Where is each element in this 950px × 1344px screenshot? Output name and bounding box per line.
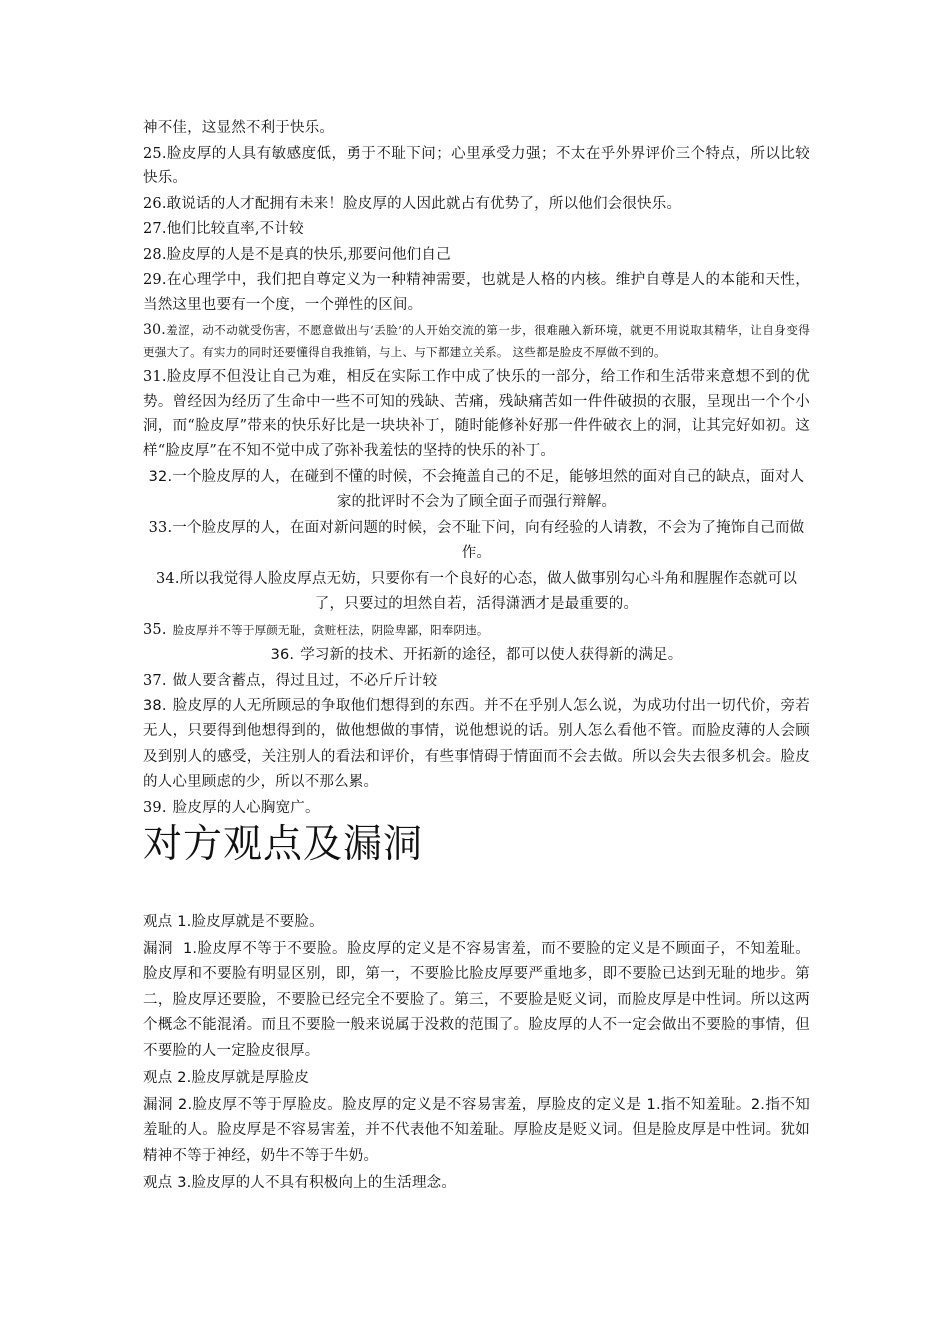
paragraph-28: 28.脸皮厚的人是不是真的快乐,那要问他们自己 xyxy=(143,246,451,263)
paragraph-34: 34.所以我觉得人脸皮厚点无妨，只要你有一个良好的心态，做人做事别勾心斗角和腥腥作态就可以了，只要过的坦然自若，活得潇洒才是最重要的。 xyxy=(155,571,798,612)
section-heading: 对方观点及漏洞 xyxy=(143,822,424,867)
loophole-2 xyxy=(143,1093,810,1170)
paragraph-number: 39. xyxy=(143,799,167,816)
viewpoint-lead: 观点 xyxy=(143,914,178,930)
paragraph-text: 做人要含蓄点，得过且过，不必斤斤计较 xyxy=(172,673,438,689)
viewpoint-lead: 观点 xyxy=(143,1175,178,1191)
paragraph-text: 学习新的技术、开拓新的途径，都可以使人获得新的满足。 xyxy=(300,646,683,663)
loophole-text: 指不知羞耻。 xyxy=(660,1096,751,1113)
viewpoint-text: 脸皮厚就是不要脸。 xyxy=(191,914,324,930)
paragraph-38 xyxy=(143,694,810,796)
loophole-text: 脸皮厚不等于不要脸。脸皮厚的定义是不容易害羞，而不要脸的定义是不顾面子，不知羞耻。脸皮厚和不要脸有明显区别，即，第一，不要脸比脸皮厚要严重地多，即不要脸已达到无耻的地步。第二，脸皮厚还要脸，不要脸已经完全不要脸了。第三，不要脸是贬义词，而脸皮厚是中性词。所以这两个概念不能混淆。而且不要脸一般来说属于没救的范围了。脸皮厚的人不一定会做出不要脸的事情，但不要脸的人一定脸皮很厚。 xyxy=(143,940,810,1059)
loophole-number: 1. xyxy=(183,940,198,957)
loophole-number: 2. xyxy=(750,1096,766,1113)
loophole-text: 指不知羞耻的人。脸皮厚是不容易害羞，并不代表他不知羞耻。厚脸皮是贬义词。但是脸皮厚是中性词。犹如精神不等于神经，奶牛不等于牛奶。 xyxy=(143,1096,811,1164)
paragraph-25: 25.脸皮厚的人具有敏感度低，勇于不耻下问；心里承受力强；不太在乎外界评价三个特点，所以比较快乐。 xyxy=(143,145,810,186)
paragraph-36 xyxy=(143,643,810,668)
paragraph-number: 38. xyxy=(143,697,167,714)
loophole-number: 2. xyxy=(178,1096,193,1113)
paragraph-32 xyxy=(143,465,810,514)
loophole-text: 脸皮厚不等于厚脸皮。脸皮厚的定义是不容易害羞，厚脸皮的定义是 xyxy=(192,1096,647,1113)
paragraph-number: 35. xyxy=(143,622,167,638)
viewpoint-text: 脸皮厚的人不具有积极向上的生活理念。 xyxy=(191,1175,457,1191)
document-body xyxy=(143,116,810,1196)
viewpoint-number: 1. xyxy=(177,914,192,930)
loophole-lead: 漏洞 xyxy=(143,1096,179,1113)
viewpoint-1 xyxy=(143,910,810,935)
loophole-1 xyxy=(143,937,810,1065)
paragraph-text: 羞涩，动不动就受伤害，不愿意做出与‘丢脸’的人开始交流的第一步，很难融入新环境，就更不用说取其精华，让自身变得更强大了。有实力的同时还要懂得自我推销，与上、与下都建立关系。 这些都是脸皮不厚做不到的。 xyxy=(143,323,810,359)
paragraph-text: 脸皮厚并不等于厚颜无耻，贪赃枉法，阴险卑鄙，阳奉阴违。 xyxy=(172,623,489,637)
paragraph-31: 31.脸皮厚不但没让自己为难，相反在实际工作中成了快乐的一部分，给工作和生活带来意想不到的优势。曾经因为经历了生命中一些不可知的残缺、苦痛，残缺痛苦如一件件破损的衣服，呈现出一个个小洞，而“脸皮厚”带来的快乐好比是一块块补丁，随时能修补好那一件件破衣上的洞，让其完好如初。这样“脸皮厚”在不知不觉中成了弥补我羞怯的坚持的快乐的补丁。 xyxy=(143,369,810,459)
paragraph-26: 26.敢说话的人才配拥有未来！脸皮厚的人因此就占有优势了，所以他们会很快乐。 xyxy=(143,195,682,212)
viewpoint-lead: 观点 xyxy=(143,1070,178,1086)
paragraph-text: 一个脸皮厚的人，在碰到不懂的时候，不会掩盖自己的不足，能够坦然的面对自己的缺点，面对人家的批评时不会为了顾全面子而强行辩解。 xyxy=(172,469,805,510)
paragraph-30 xyxy=(143,319,810,363)
paragraph-number: 37. xyxy=(143,673,167,689)
paragraph-text: 脸皮厚的人无所顾忌的争取他们想得到的东西。并不在乎别人怎么说，为成功付出一切代价，旁若无人，只要得到他想得到的，做他想做的事情，说他想说的话。别人怎么看他不管。而脸皮薄的人会顾及到别人的感受，关注别人的看法和评价，有些事情碍于情面而不会去做。所以会失去很多机会。脸皮的人心里顾虑的少，所以不那么累。 xyxy=(143,697,810,790)
paragraph-37 xyxy=(143,669,810,694)
paragraph-number: 30. xyxy=(143,322,166,338)
paragraph-continuation: 神不佳，这显然不利于快乐。 xyxy=(143,120,335,136)
viewpoint-number: 3. xyxy=(177,1175,192,1191)
paragraph-text: 脸皮厚的人心胸宽广。 xyxy=(172,799,320,816)
paragraph-35 xyxy=(143,618,810,643)
viewpoint-2 xyxy=(143,1066,810,1091)
paragraph-number: 36. xyxy=(270,646,295,663)
paragraph-number: 32. xyxy=(148,469,173,485)
paragraph-27: 27.他们比较直率,不计较 xyxy=(143,221,304,237)
loophole-number: 1. xyxy=(646,1096,661,1113)
loophole-lead: 漏洞 xyxy=(143,940,183,957)
paragraph-29: 29.在心理学中，我们把自尊定义为一种精神需要，也就是人格的内核。维护自尊是人的本能和天性，当然这里也要有一个度，一个弹性的区间。 xyxy=(143,272,810,313)
viewpoint-number: 2. xyxy=(177,1070,192,1086)
viewpoint-text: 脸皮厚就是厚脸皮 xyxy=(191,1070,310,1086)
paragraph-39 xyxy=(143,796,810,821)
paragraph-33: 33.一个脸皮厚的人，在面对新问题的时候，会不耻下问，向有经验的人请教，不会为了掩饰自己而做作。 xyxy=(148,520,805,561)
viewpoint-3 xyxy=(143,1171,810,1196)
